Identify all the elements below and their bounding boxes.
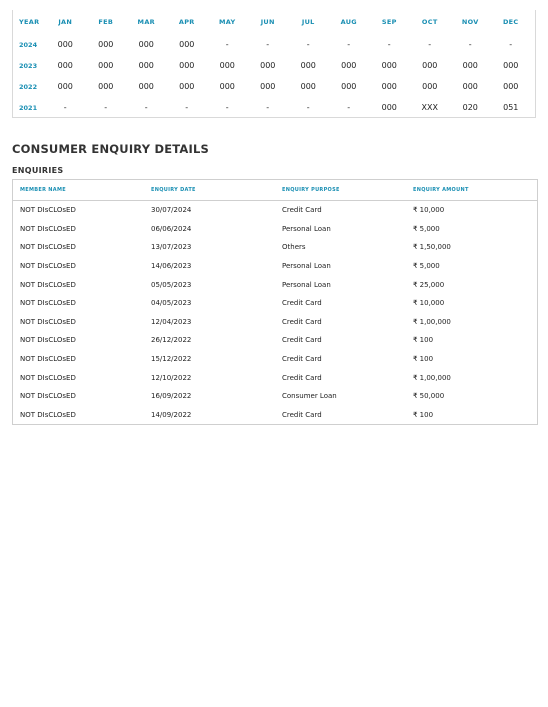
dpd-value: 000 — [462, 61, 478, 70]
dpd-value: - — [104, 103, 108, 112]
member-name: NOT DIsCLOsED — [20, 355, 76, 364]
enquiry-purpose: Credit Card — [282, 410, 322, 419]
enquiry-amount: ₹ 1,00,000 — [413, 373, 451, 382]
table-row — [13, 201, 537, 220]
payment-history-row — [13, 97, 535, 118]
enquiries-header-row — [13, 180, 537, 201]
enquiry-amount: ₹ 100 — [413, 410, 434, 419]
header-month: JAN — [58, 18, 73, 26]
dpd-value: 000 — [98, 61, 114, 70]
enquiry-date: 12/04/2023 — [151, 317, 192, 326]
dpd-value: - — [509, 40, 513, 49]
dpd-value: 000 — [57, 61, 73, 70]
header-month: APR — [178, 18, 195, 26]
enquiry-date: 05/05/2023 — [151, 280, 192, 289]
dpd-value: - — [468, 40, 472, 49]
header-month: SEP — [381, 18, 397, 26]
dpd-value: 000 — [138, 40, 154, 49]
dpd-value: 000 — [422, 82, 438, 91]
member-name: NOT DIsCLOsED — [20, 373, 76, 382]
enquiry-amount: ₹ 5,000 — [413, 262, 440, 271]
enquiry-amount: ₹ 10,000 — [413, 206, 445, 215]
dpd-value: 000 — [381, 61, 397, 70]
dpd-value: 000 — [381, 82, 397, 91]
payment-history-body — [13, 34, 535, 118]
enquiry-purpose: Credit Card — [282, 206, 322, 215]
dpd-value: - — [225, 40, 229, 49]
table-row — [13, 257, 537, 276]
enquiry-purpose: Credit Card — [282, 299, 322, 308]
header-month: DEC — [502, 18, 519, 26]
enquiry-date: 30/07/2024 — [151, 206, 192, 215]
enquiry-date: 14/06/2023 — [151, 262, 192, 271]
dpd-value: 000 — [179, 61, 195, 70]
row-year: 2022 — [19, 82, 38, 91]
enquiry-date: 06/06/2024 — [151, 224, 192, 233]
dpd-value: - — [306, 103, 310, 112]
header-member-name: MEMBER NAME — [20, 187, 66, 193]
enquiry-date: 16/09/2022 — [151, 392, 192, 401]
enquiries-subtitle: ENQUIRIES — [12, 166, 64, 175]
row-year: 2024 — [19, 40, 38, 49]
enquiry-purpose: Personal Loan — [282, 262, 331, 271]
dpd-value: - — [387, 40, 391, 49]
enquiry-date: 13/07/2023 — [151, 243, 192, 252]
dpd-value: 000 — [381, 103, 397, 112]
payment-history-row — [13, 34, 535, 55]
member-name: NOT DIsCLOsED — [20, 392, 76, 401]
dpd-value: 000 — [341, 61, 357, 70]
table-row — [13, 275, 537, 294]
enquiry-amount: ₹ 100 — [413, 355, 434, 364]
table-row — [13, 368, 537, 387]
dpd-value: 000 — [179, 40, 195, 49]
enquiry-amount: ₹ 10,000 — [413, 299, 445, 308]
dpd-value: - — [347, 103, 351, 112]
enquiry-amount: ₹ 1,50,000 — [413, 243, 451, 252]
enquiry-purpose: Credit Card — [282, 355, 322, 364]
member-name: NOT DIsCLOsED — [20, 410, 76, 419]
dpd-value: 020 — [462, 103, 478, 112]
dpd-value: 000 — [503, 61, 519, 70]
table-row — [13, 387, 537, 406]
table-row — [13, 406, 537, 425]
row-year: 2021 — [19, 103, 38, 112]
dpd-value: 000 — [219, 61, 235, 70]
enquiries-body — [13, 201, 537, 424]
dpd-value: 000 — [98, 82, 114, 91]
dpd-value: - — [225, 103, 229, 112]
header-enquiry-amount: ENQUIRY AMOUNT — [413, 187, 469, 193]
header-month: MAY — [219, 18, 236, 26]
enquiry-date: 04/05/2023 — [151, 299, 192, 308]
member-name: NOT DIsCLOsED — [20, 280, 76, 289]
enquiry-purpose: Credit Card — [282, 336, 322, 345]
dpd-value: 000 — [260, 61, 276, 70]
dpd-value: 000 — [98, 40, 114, 49]
member-name: NOT DIsCLOsED — [20, 317, 76, 326]
dpd-value: 000 — [462, 82, 478, 91]
table-row — [13, 331, 537, 350]
header-enquiry-purpose: ENQUIRY PURPOSE — [282, 187, 340, 193]
table-row — [13, 294, 537, 313]
header-month: MAR — [137, 18, 155, 26]
dpd-value: 000 — [300, 61, 316, 70]
enquiry-amount: ₹ 100 — [413, 336, 434, 345]
dpd-value: 000 — [57, 82, 73, 91]
member-name: NOT DIsCLOsED — [20, 299, 76, 308]
member-name: NOT DIsCLOsED — [20, 206, 76, 215]
table-row — [13, 313, 537, 332]
table-row — [13, 238, 537, 257]
dpd-value: 051 — [503, 103, 519, 112]
header-month: JUL — [301, 18, 315, 26]
dpd-value: 000 — [341, 82, 357, 91]
enquiry-purpose: Others — [282, 243, 306, 252]
enquiries-table — [12, 179, 538, 425]
dpd-value: XXX — [421, 103, 438, 112]
dpd-value: - — [144, 103, 148, 112]
payment-history-table — [12, 10, 536, 118]
dpd-value: 000 — [300, 82, 316, 91]
dpd-value: 000 — [57, 40, 73, 49]
header-enquiry-date: ENQUIRY DATE — [151, 187, 196, 193]
dpd-value: - — [306, 40, 310, 49]
header-month: NOV — [461, 18, 479, 26]
enquiry-purpose: Personal Loan — [282, 224, 331, 233]
dpd-value: - — [266, 103, 270, 112]
dpd-value: - — [266, 40, 270, 49]
enquiry-amount: ₹ 50,000 — [413, 392, 445, 401]
header-month: JUN — [260, 18, 275, 26]
dpd-value: 000 — [219, 82, 235, 91]
enquiry-purpose: Credit Card — [282, 373, 322, 382]
consumer-enquiry-section-title: CONSUMER ENQUIRY DETAILS — [12, 142, 209, 156]
dpd-value: - — [63, 103, 67, 112]
enquiry-date: 14/09/2022 — [151, 410, 192, 419]
header-year: YEAR — [19, 18, 40, 26]
dpd-value: 000 — [422, 61, 438, 70]
enquiry-purpose: Personal Loan — [282, 280, 331, 289]
dpd-value: 000 — [503, 82, 519, 91]
row-year: 2023 — [19, 61, 38, 70]
enquiry-purpose: Credit Card — [282, 317, 322, 326]
enquiry-date: 26/12/2022 — [151, 336, 192, 345]
header-month: FEB — [98, 18, 114, 26]
enquiry-amount: ₹ 1,00,000 — [413, 317, 451, 326]
member-name: NOT DIsCLOsED — [20, 243, 76, 252]
table-row — [13, 350, 537, 369]
member-name: NOT DIsCLOsED — [20, 224, 76, 233]
dpd-value: - — [428, 40, 432, 49]
payment-history-row — [13, 55, 535, 76]
dpd-value: - — [185, 103, 189, 112]
dpd-value: 000 — [260, 82, 276, 91]
enquiry-date: 15/12/2022 — [151, 355, 192, 364]
header-month: AUG — [340, 18, 357, 26]
enquiry-date: 12/10/2022 — [151, 373, 192, 382]
member-name: NOT DIsCLOsED — [20, 262, 76, 271]
payment-history-row — [13, 76, 535, 97]
enquiry-purpose: Consumer Loan — [282, 392, 337, 401]
dpd-value: - — [347, 40, 351, 49]
header-month: OCT — [421, 18, 438, 26]
enquiry-amount: ₹ 5,000 — [413, 224, 440, 233]
payment-history-header-row — [13, 10, 535, 34]
dpd-value: 000 — [179, 82, 195, 91]
dpd-value: 000 — [138, 82, 154, 91]
enquiry-amount: ₹ 25,000 — [413, 280, 445, 289]
table-row — [13, 220, 537, 239]
member-name: NOT DIsCLOsED — [20, 336, 76, 345]
dpd-value: 000 — [138, 61, 154, 70]
